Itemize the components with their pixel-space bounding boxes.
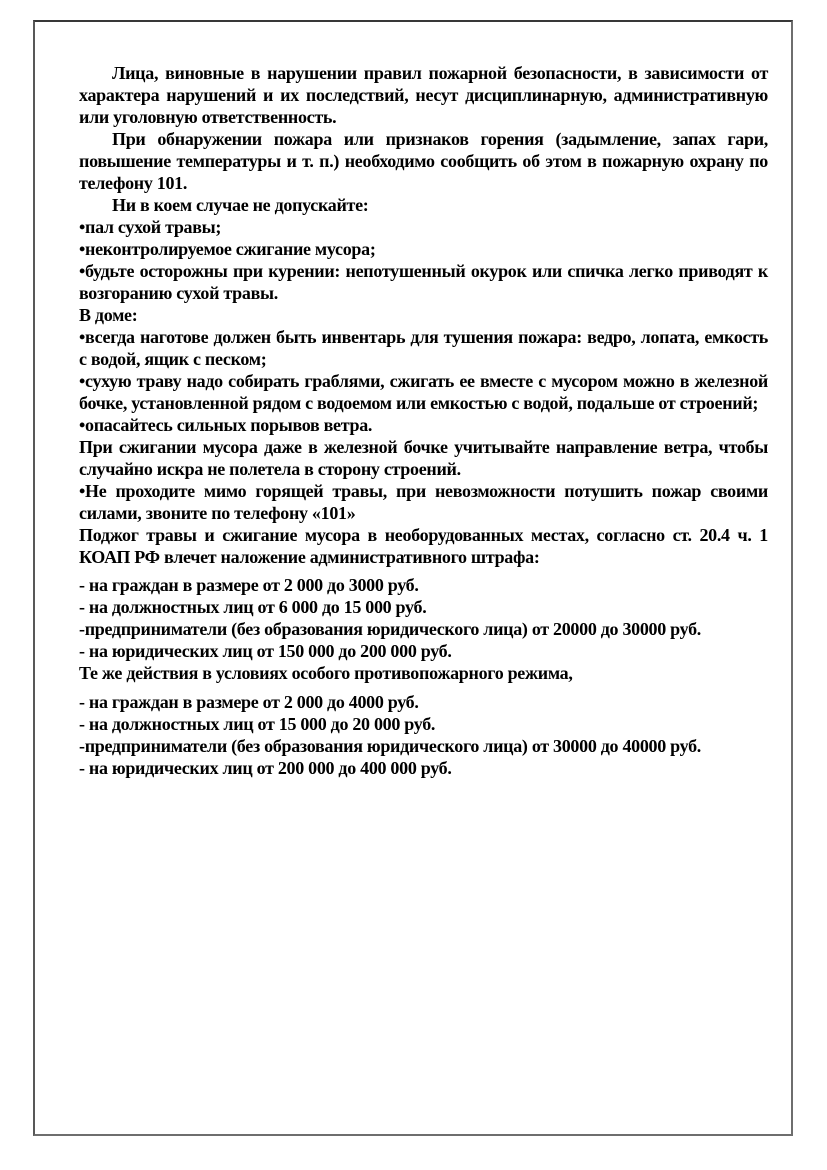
special-fine-item-legal-entities: - на юридических лиц от 200 000 до 400 000 руб.	[79, 758, 452, 778]
page-border-frame	[33, 20, 793, 1136]
never-allow-item-smoking: •будьте осторожны при курении: непотушенный окурок или спичка легко приводят к возгоранию сухой травы.	[79, 261, 768, 303]
paragraph-fines-intro: Поджог травы и сжигание мусора в необорудованных местах, согласно ст. 20.4 ч. 1 КОАП РФ влечет наложение административного штрафа:	[79, 525, 768, 567]
fine-item-entrepreneurs: -предприниматели (без образования юридического лица) от 20000 до 30000 руб.	[79, 619, 701, 639]
paragraph-report-fire: При обнаружении пожара или признаков горения (задымление, запах гари, повышение температуры и т. п.) необходимо сообщить об этом в пожарную охрану по телефону 101.	[79, 129, 768, 193]
special-fine-item-citizens: - на граждан в размере от 2 000 до 4000 руб.	[79, 692, 419, 712]
heading-at-home: В доме:	[79, 305, 138, 325]
fine-item-officials: - на должностных лиц от 6 000 до 15 000 руб.	[79, 597, 427, 617]
at-home-item-wind-gusts: •опасайтесь сильных порывов ветра.	[79, 415, 373, 435]
fine-item-legal-entities: - на юридических лиц от 150 000 до 200 000 руб.	[79, 641, 452, 661]
never-allow-item-uncontrolled-burning: •неконтролируемое сжигание мусора;	[79, 239, 376, 259]
document-content	[35, 22, 791, 779]
at-home-item-inventory: •всегда наготове должен быть инвентарь для тушения пожара: ведро, лопата, емкость с водой, ящик с песком;	[79, 327, 768, 369]
special-fine-item-entrepreneurs: -предприниматели (без образования юридического лица) от 30000 до 40000 руб.	[79, 736, 701, 756]
never-allow-item-dry-grass: •пал сухой травы;	[79, 217, 222, 237]
at-home-item-rake-barrel: •сухую траву надо собирать граблями, сжигать ее вместе с мусором можно в железной бочке, установленной рядом с водоемом или емкостью с водой, подальше от строений;	[79, 371, 768, 413]
paragraph-wind-note: При сжигании мусора даже в железной бочке учитывайте направление ветра, чтобы случайно искра не полетела в сторону строений.	[79, 437, 768, 479]
fine-item-citizens: - на граждан в размере от 2 000 до 3000 руб.	[79, 575, 419, 595]
paragraph-dont-pass-by: •Не проходите мимо горящей травы, при невозможности потушить пожар своими силами, звоните по телефону «101»	[79, 481, 768, 523]
paragraph-liability: Лица, виновные в нарушении правил пожарной безопасности, в зависимости от характера нарушений и их последствий, несут дисциплинарную, административную или уголовную ответственность.	[79, 63, 768, 127]
heading-special-regime: Те же действия в условиях особого противопожарного режима,	[79, 663, 573, 683]
heading-never-allow: Ни в коем случае не допускайте:	[112, 195, 369, 215]
special-fine-item-officials: - на должностных лиц от 15 000 до 20 000 руб.	[79, 714, 436, 734]
